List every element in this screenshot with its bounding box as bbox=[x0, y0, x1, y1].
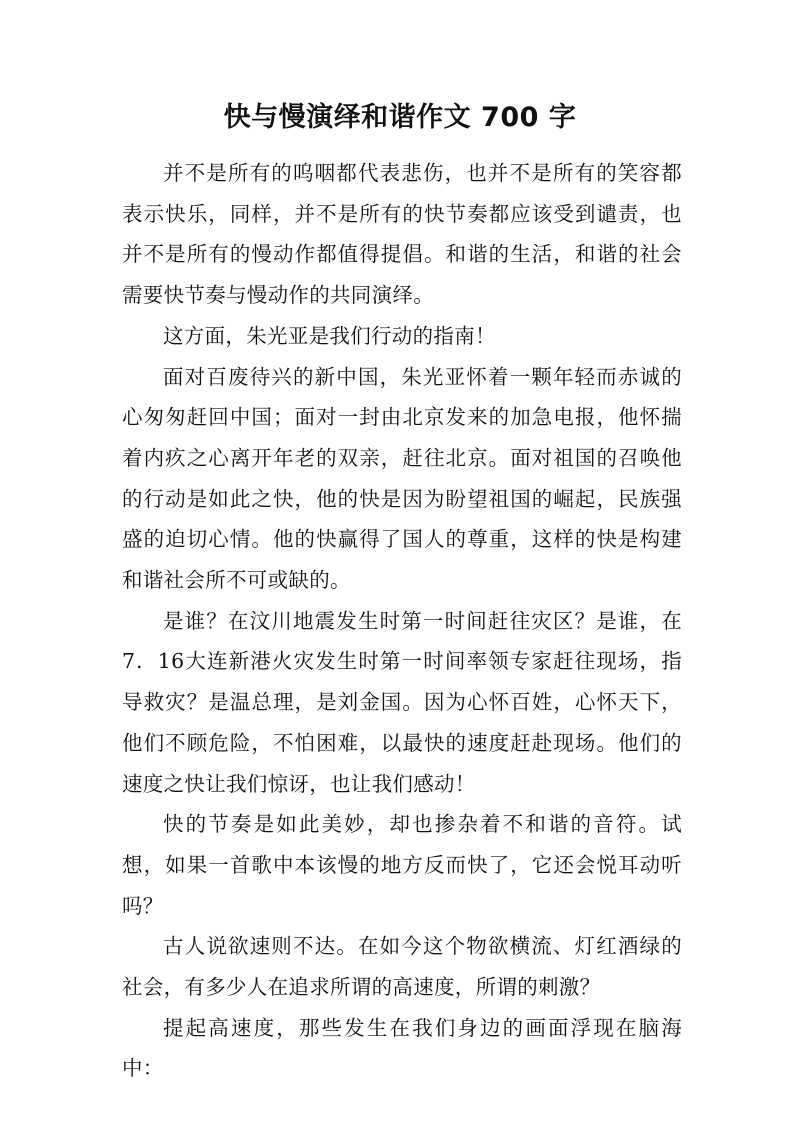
paragraph-5: 快的节奏是如此美妙，却也掺杂着不和谐的音符。试想，如果一首歌中本该慢的地方反而快了，它还会悦耳动听吗？ bbox=[122, 812, 682, 918]
essay-body bbox=[122, 153, 682, 1089]
document-title: 快与慢演绎和谐作文 700 字 bbox=[223, 102, 577, 133]
paragraph-7: 提起高速度，那些发生在我们身边的画面浮现在脑海中： bbox=[122, 1015, 682, 1081]
paragraph-6: 古人说欲速则不达。在如今这个物欲横流、灯红酒绿的社会，有多少人在追求所谓的高速度，所谓的刺激？ bbox=[122, 934, 682, 1000]
paragraph-1: 并不是所有的呜咽都代表悲伤，也并不是所有的笑容都表示快乐，同样，并不是所有的快节奏都应该受到谴责，也并不是所有的慢动作都值得提倡。和谐的生活，和谐的社会需要快节奏与慢动作的共同演绎。 bbox=[122, 161, 682, 308]
paragraph-2: 这方面，朱光亚是我们行动的指南！ bbox=[163, 323, 496, 348]
paragraph-4: 是谁？在汶川地震发生时第一时间赶往灾区？是谁，在7．16大连新港火灾发生时第一时间率领专家赶往现场，指导救灾？是温总理，是刘金国。因为心怀百姓，心怀天下，他们不顾危险，不怕困难，以最快的速度赶赴现场。他们的速度之快让我们惊讶，也让我们感动！ bbox=[122, 608, 682, 796]
paragraph-3: 面对百废待兴的新中国，朱光亚怀着一颗年轻而赤诚的心匆匆赶回中国；面对一封由北京发来的加急电报，他怀揣着内疚之心离开年老的双亲，赶往北京。面对祖国的召唤他的行动是如此之快，他的快是因为盼望祖国的崛起，民族强盛的迫切心情。他的快赢得了国人的尊重，这样的快是构建和谐社会所不可或缺的。 bbox=[122, 364, 682, 593]
